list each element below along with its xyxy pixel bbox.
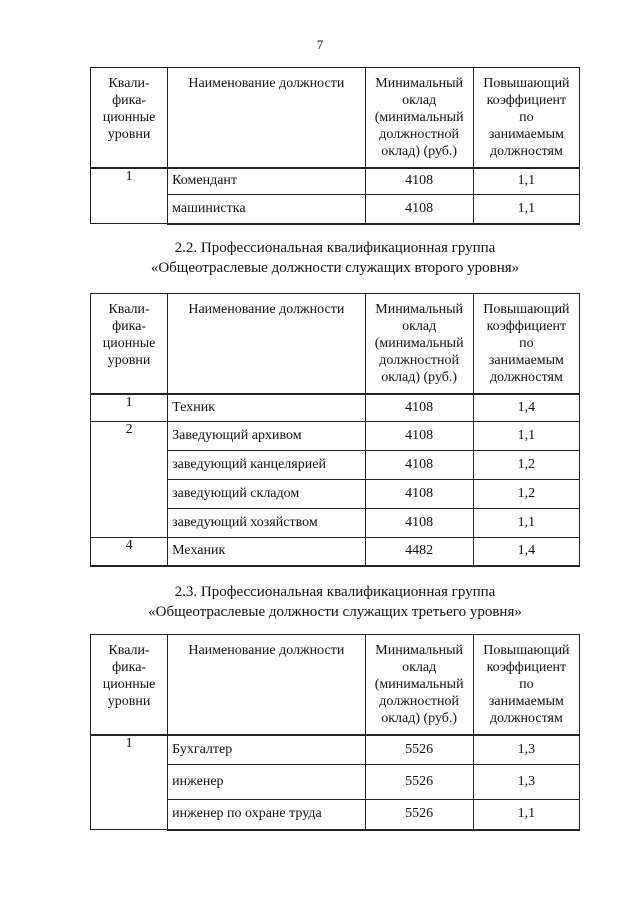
salary-cell: 5526 bbox=[365, 800, 473, 830]
header-level-text: Квали- фика- ционные уровни bbox=[102, 643, 156, 709]
header-level bbox=[91, 68, 168, 168]
section-title-line1: 2.2. Профессиональная квалификационная группа bbox=[174, 240, 496, 256]
header-position-text: Наименование должности bbox=[188, 76, 345, 91]
section-heading-2-2 bbox=[90, 238, 580, 278]
section-title-line2: «Общеотраслевые должности служащих третьего уровня» bbox=[148, 604, 522, 620]
coefficient-cell: 1,4 bbox=[473, 394, 579, 422]
salary-cell: 5526 bbox=[365, 765, 473, 800]
position-cell: инженер по охране труда bbox=[168, 800, 365, 830]
header-position bbox=[168, 635, 365, 735]
header-coefficient-text: Повышающий коэффициент по занимаемым должностям bbox=[483, 643, 570, 726]
table-row bbox=[91, 422, 580, 451]
salary-cell: 4108 bbox=[365, 195, 473, 224]
coefficient-cell: 1,2 bbox=[473, 451, 579, 480]
position-cell: Механик bbox=[168, 538, 365, 566]
table-row bbox=[91, 168, 580, 195]
header-coefficient bbox=[473, 635, 579, 735]
position-cell: Техник bbox=[168, 394, 365, 422]
coefficient-cell: 1,1 bbox=[473, 800, 579, 830]
level-cell: 2 bbox=[91, 422, 168, 538]
level-cell: 4 bbox=[91, 538, 168, 566]
page-number: 7 bbox=[316, 37, 324, 52]
header-salary bbox=[365, 68, 473, 168]
section-title-line1: 2.3. Профессиональная квалификационная группа bbox=[174, 584, 496, 600]
salary-cell: 4108 bbox=[365, 509, 473, 538]
qualification-table-1 bbox=[90, 67, 580, 225]
salary-cell: 4108 bbox=[365, 168, 473, 195]
header-salary-text: Минимальный оклад (минимальный должностной оклад) (руб.) bbox=[374, 643, 464, 726]
salary-cell: 4108 bbox=[365, 451, 473, 480]
header-coefficient-text: Повышающий коэффициент по занимаемым должностям bbox=[483, 76, 570, 159]
coefficient-cell: 1,1 bbox=[473, 168, 579, 195]
coefficient-cell: 1,4 bbox=[473, 538, 579, 566]
coefficient-cell: 1,3 bbox=[473, 765, 579, 800]
level-cell: 1 bbox=[91, 394, 168, 422]
table-row bbox=[91, 735, 580, 765]
header-position-text: Наименование должности bbox=[188, 643, 345, 658]
header-level-text: Квали- фика- ционные уровни bbox=[102, 76, 156, 142]
header-salary bbox=[365, 635, 473, 735]
header-coefficient bbox=[473, 294, 579, 394]
qualification-table-3 bbox=[90, 634, 580, 831]
salary-cell: 4108 bbox=[365, 422, 473, 451]
header-salary-text: Минимальный оклад (минимальный должностной оклад) (руб.) bbox=[374, 76, 464, 159]
position-cell: инженер bbox=[168, 765, 365, 800]
header-coefficient-text: Повышающий коэффициент по занимаемым должностям bbox=[483, 302, 570, 385]
level-cell: 1 bbox=[91, 168, 168, 224]
coefficient-cell: 1,1 bbox=[473, 195, 579, 224]
header-salary-text: Минимальный оклад (минимальный должностной оклад) (руб.) bbox=[374, 302, 464, 385]
header-position bbox=[168, 294, 365, 394]
qualification-table-2 bbox=[90, 293, 580, 567]
level-cell: 1 bbox=[91, 735, 168, 830]
position-cell: заведующий хозяйством bbox=[168, 509, 365, 538]
coefficient-cell: 1,1 bbox=[473, 509, 579, 538]
coefficient-cell: 1,3 bbox=[473, 735, 579, 765]
position-cell: машинистка bbox=[168, 195, 365, 224]
header-coefficient bbox=[473, 68, 579, 168]
header-salary bbox=[365, 294, 473, 394]
header-level-text: Квали- фика- ционные уровни bbox=[102, 302, 156, 368]
section-heading-2-3 bbox=[90, 582, 580, 622]
salary-cell: 5526 bbox=[365, 735, 473, 765]
header-level bbox=[91, 635, 168, 735]
salary-cell: 4108 bbox=[365, 394, 473, 422]
table-row bbox=[91, 538, 580, 566]
section-title-line2: «Общеотраслевые должности служащих второго уровня» bbox=[150, 260, 520, 276]
position-cell: заведующий канцелярией bbox=[168, 451, 365, 480]
salary-cell: 4482 bbox=[365, 538, 473, 566]
position-cell: Заведующий архивом bbox=[168, 422, 365, 451]
coefficient-cell: 1,1 bbox=[473, 422, 579, 451]
coefficient-cell: 1,2 bbox=[473, 480, 579, 509]
header-position-text: Наименование должности bbox=[188, 302, 345, 317]
position-cell: Бухгалтер bbox=[168, 735, 365, 765]
header-position bbox=[168, 68, 365, 168]
position-cell: заведующий складом bbox=[168, 480, 365, 509]
position-cell: Комендант bbox=[168, 168, 365, 195]
header-level bbox=[91, 294, 168, 394]
table-row bbox=[91, 394, 580, 422]
salary-cell: 4108 bbox=[365, 480, 473, 509]
